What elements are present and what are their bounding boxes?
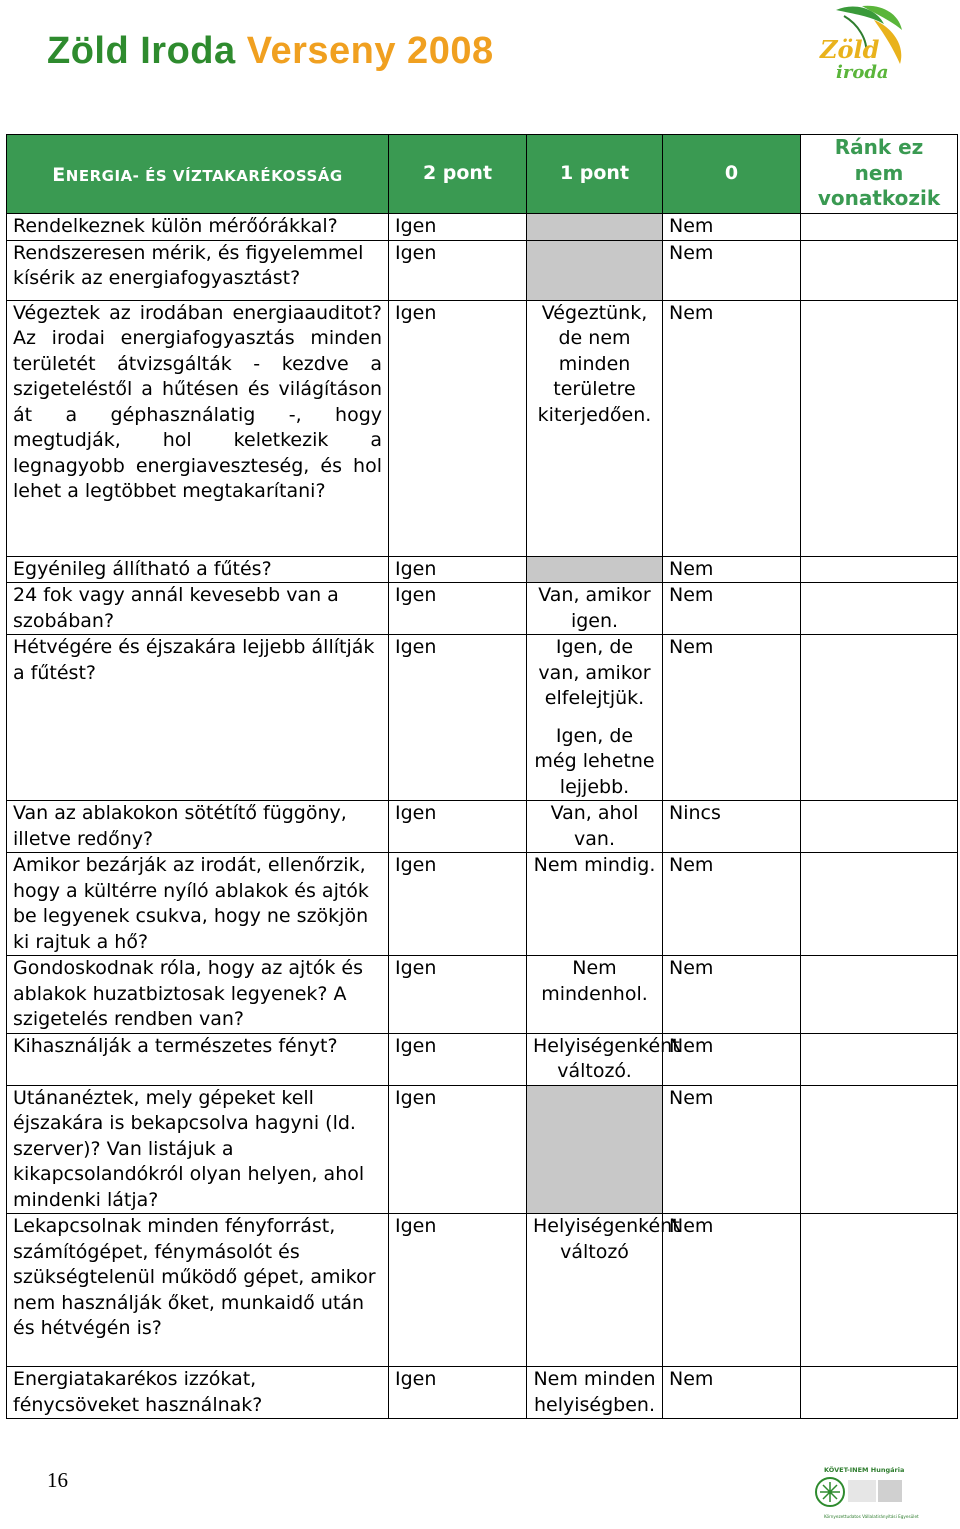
answer-not-applicable: [801, 1367, 958, 1419]
energy-saving-checklist-table: [6, 134, 958, 1419]
answer-2-pont: Igen: [389, 300, 527, 556]
answer-2-pont: Igen: [389, 214, 527, 241]
answer-0-pont: Nem: [663, 1214, 801, 1367]
answer-1-pont: [527, 556, 663, 583]
question-cell: Hétvégére és éjszakára lejjebb állítják a fűtést?: [7, 635, 389, 801]
header-2-pont: 2 pont: [389, 135, 527, 214]
question-cell: Rendszeresen mérik, és figyelemmel kísérik az energiafogyasztást?: [7, 240, 389, 300]
answer-0-pont: Nincs: [663, 801, 801, 853]
answer-not-applicable: [801, 635, 958, 801]
answer-0-pont: Nem: [663, 853, 801, 956]
answer-1-pont: Nem mindenhol.: [527, 956, 663, 1034]
question-cell: Végeztek az irodában energiaauditot? Az irodai energiafogyasztás minden területét átvizsgálták - kezdve a szigeteléstől a hűtésen és világításon át a géphasználatig -, hogy megtudják, hol keletkezik a legnagyobb energiaveszteség, és hol lehet a legtöbbet megtakarítani?: [7, 300, 389, 556]
answer-0-pont: Nem: [663, 1367, 801, 1419]
answer-1-pont-text-a: Igen, de van, amikor elfelejtjük.: [538, 636, 651, 709]
answer-2-pont: Igen: [389, 1367, 527, 1419]
footer-logo-text-bottom: Környezettudatos Vállalatirányítási Egyesület: [824, 1514, 919, 1519]
answer-0-pont: Nem: [663, 1085, 801, 1214]
header-1-pont: 1 pont: [527, 135, 663, 214]
table-row: [7, 853, 958, 956]
answer-2-pont: Igen: [389, 1033, 527, 1085]
zold-iroda-logo: [814, 2, 914, 84]
table-row: [7, 1085, 958, 1214]
answer-1-pont-text-b: Igen, de még lehetne lejjebb.: [534, 724, 655, 798]
answer-2-pont: Igen: [389, 956, 527, 1034]
answer-1-pont: Helyiségenként változó.: [527, 1033, 663, 1085]
answer-not-applicable: [801, 300, 958, 556]
table-row: [7, 1367, 958, 1419]
title-part-orange: Verseny 2008: [246, 30, 494, 72]
header-0-pont: 0: [663, 135, 801, 214]
title-part-green: Zöld Iroda: [47, 30, 236, 72]
table-row: [7, 300, 958, 556]
answer-0-pont: Nem: [663, 214, 801, 241]
table-row: [7, 956, 958, 1034]
question-cell: Rendelkeznek külön mérőórákkal?: [7, 214, 389, 241]
question-cell: Van az ablakokon sötétítő függöny, illetve redőny?: [7, 801, 389, 853]
answer-2-pont: Igen: [389, 583, 527, 635]
table-row: [7, 1214, 958, 1367]
table-row: [7, 583, 958, 635]
answer-2-pont: Igen: [389, 556, 527, 583]
header-not-applicable: Ránk ez nem vonatkozik: [801, 135, 958, 214]
answer-not-applicable: [801, 556, 958, 583]
kovet-inem-logo: [784, 1462, 919, 1526]
table-header-row: [7, 135, 958, 214]
answer-2-pont: Igen: [389, 635, 527, 801]
answer-2-pont: Igen: [389, 240, 527, 300]
table-row: [7, 1033, 958, 1085]
header-category: ENERGIA- ÉS VÍZTAKARÉKOSSÁG: [7, 135, 389, 214]
answer-0-pont: Nem: [663, 556, 801, 583]
table-row: [7, 240, 958, 300]
table-row: [7, 556, 958, 583]
question-cell: Kihasználják a természetes fényt?: [7, 1033, 389, 1085]
answer-not-applicable: [801, 1214, 958, 1367]
table-row: [7, 801, 958, 853]
question-cell: Amikor bezárják az irodát, ellenőrzik, hogy a kültérre nyíló ablakok és ajtók be legyenek csukva, hogy ne szökjön ki rajtuk a hő?: [7, 853, 389, 956]
page-number: 16: [47, 1468, 68, 1492]
answer-1-pont: [527, 635, 663, 801]
answer-not-applicable: [801, 583, 958, 635]
answer-1-pont: Van, amikor igen.: [527, 583, 663, 635]
question-cell: Energiatakarékos izzókat, fénycsöveket használnak?: [7, 1367, 389, 1419]
answer-1-pont: Végeztünk, de nem minden területre kiterjedően.: [527, 300, 663, 556]
answer-1-pont: Van, ahol van.: [527, 801, 663, 853]
answer-2-pont: Igen: [389, 1214, 527, 1367]
answer-0-pont: Nem: [663, 1033, 801, 1085]
answer-1-pont: Nem mindig.: [527, 853, 663, 956]
question-cell: Egyénileg állítható a fűtés?: [7, 556, 389, 583]
question-cell: Lekapcsolnak minden fényforrást, számítógépet, fénymásolót és szükségtelenül működő gépet, amikor nem használják őket, munkaidő után és hétvégén is?: [7, 1214, 389, 1367]
answer-not-applicable: [801, 1085, 958, 1214]
answer-2-pont: Igen: [389, 1085, 527, 1214]
answer-0-pont: Nem: [663, 956, 801, 1034]
question-cell: Utánanéztek, mely gépeket kell éjszakára is bekapcsolva hagyni (ld. szerver)? Van listájuk a kikapcsolandókról olyan helyen, ahol mindenki látja?: [7, 1085, 389, 1214]
answer-2-pont: Igen: [389, 853, 527, 956]
answer-not-applicable: [801, 853, 958, 956]
answer-1-pont: [527, 1085, 663, 1214]
table-row: [7, 635, 958, 801]
answer-1-pont: [527, 214, 663, 241]
answer-0-pont: Nem: [663, 240, 801, 300]
answer-0-pont: Nem: [663, 583, 801, 635]
footer-logo-text-top: KÖVET-INEM Hungária: [824, 1466, 905, 1474]
answer-1-pont: Nem minden helyiségben.: [527, 1367, 663, 1419]
answer-1-pont: [527, 240, 663, 300]
answer-0-pont: Nem: [663, 635, 801, 801]
answer-not-applicable: [801, 801, 958, 853]
question-cell: 24 fok vagy annál kevesebb van a szobában?: [7, 583, 389, 635]
answer-not-applicable: [801, 240, 958, 300]
answer-not-applicable: [801, 956, 958, 1034]
answer-1-pont: Helyiségenként változó: [527, 1214, 663, 1367]
answer-not-applicable: [801, 214, 958, 241]
question-cell: Gondoskodnak róla, hogy az ajtók és ablakok huzatbiztosak legyenek? A szigetelés rendben van?: [7, 956, 389, 1034]
answer-not-applicable: [801, 1033, 958, 1085]
page-title: [47, 30, 494, 73]
answer-2-pont: Igen: [389, 801, 527, 853]
table-row: [7, 214, 958, 241]
logo-text-zold: Zöld: [820, 35, 880, 64]
answer-0-pont: Nem: [663, 300, 801, 556]
logo-text-iroda: iroda: [836, 62, 889, 83]
